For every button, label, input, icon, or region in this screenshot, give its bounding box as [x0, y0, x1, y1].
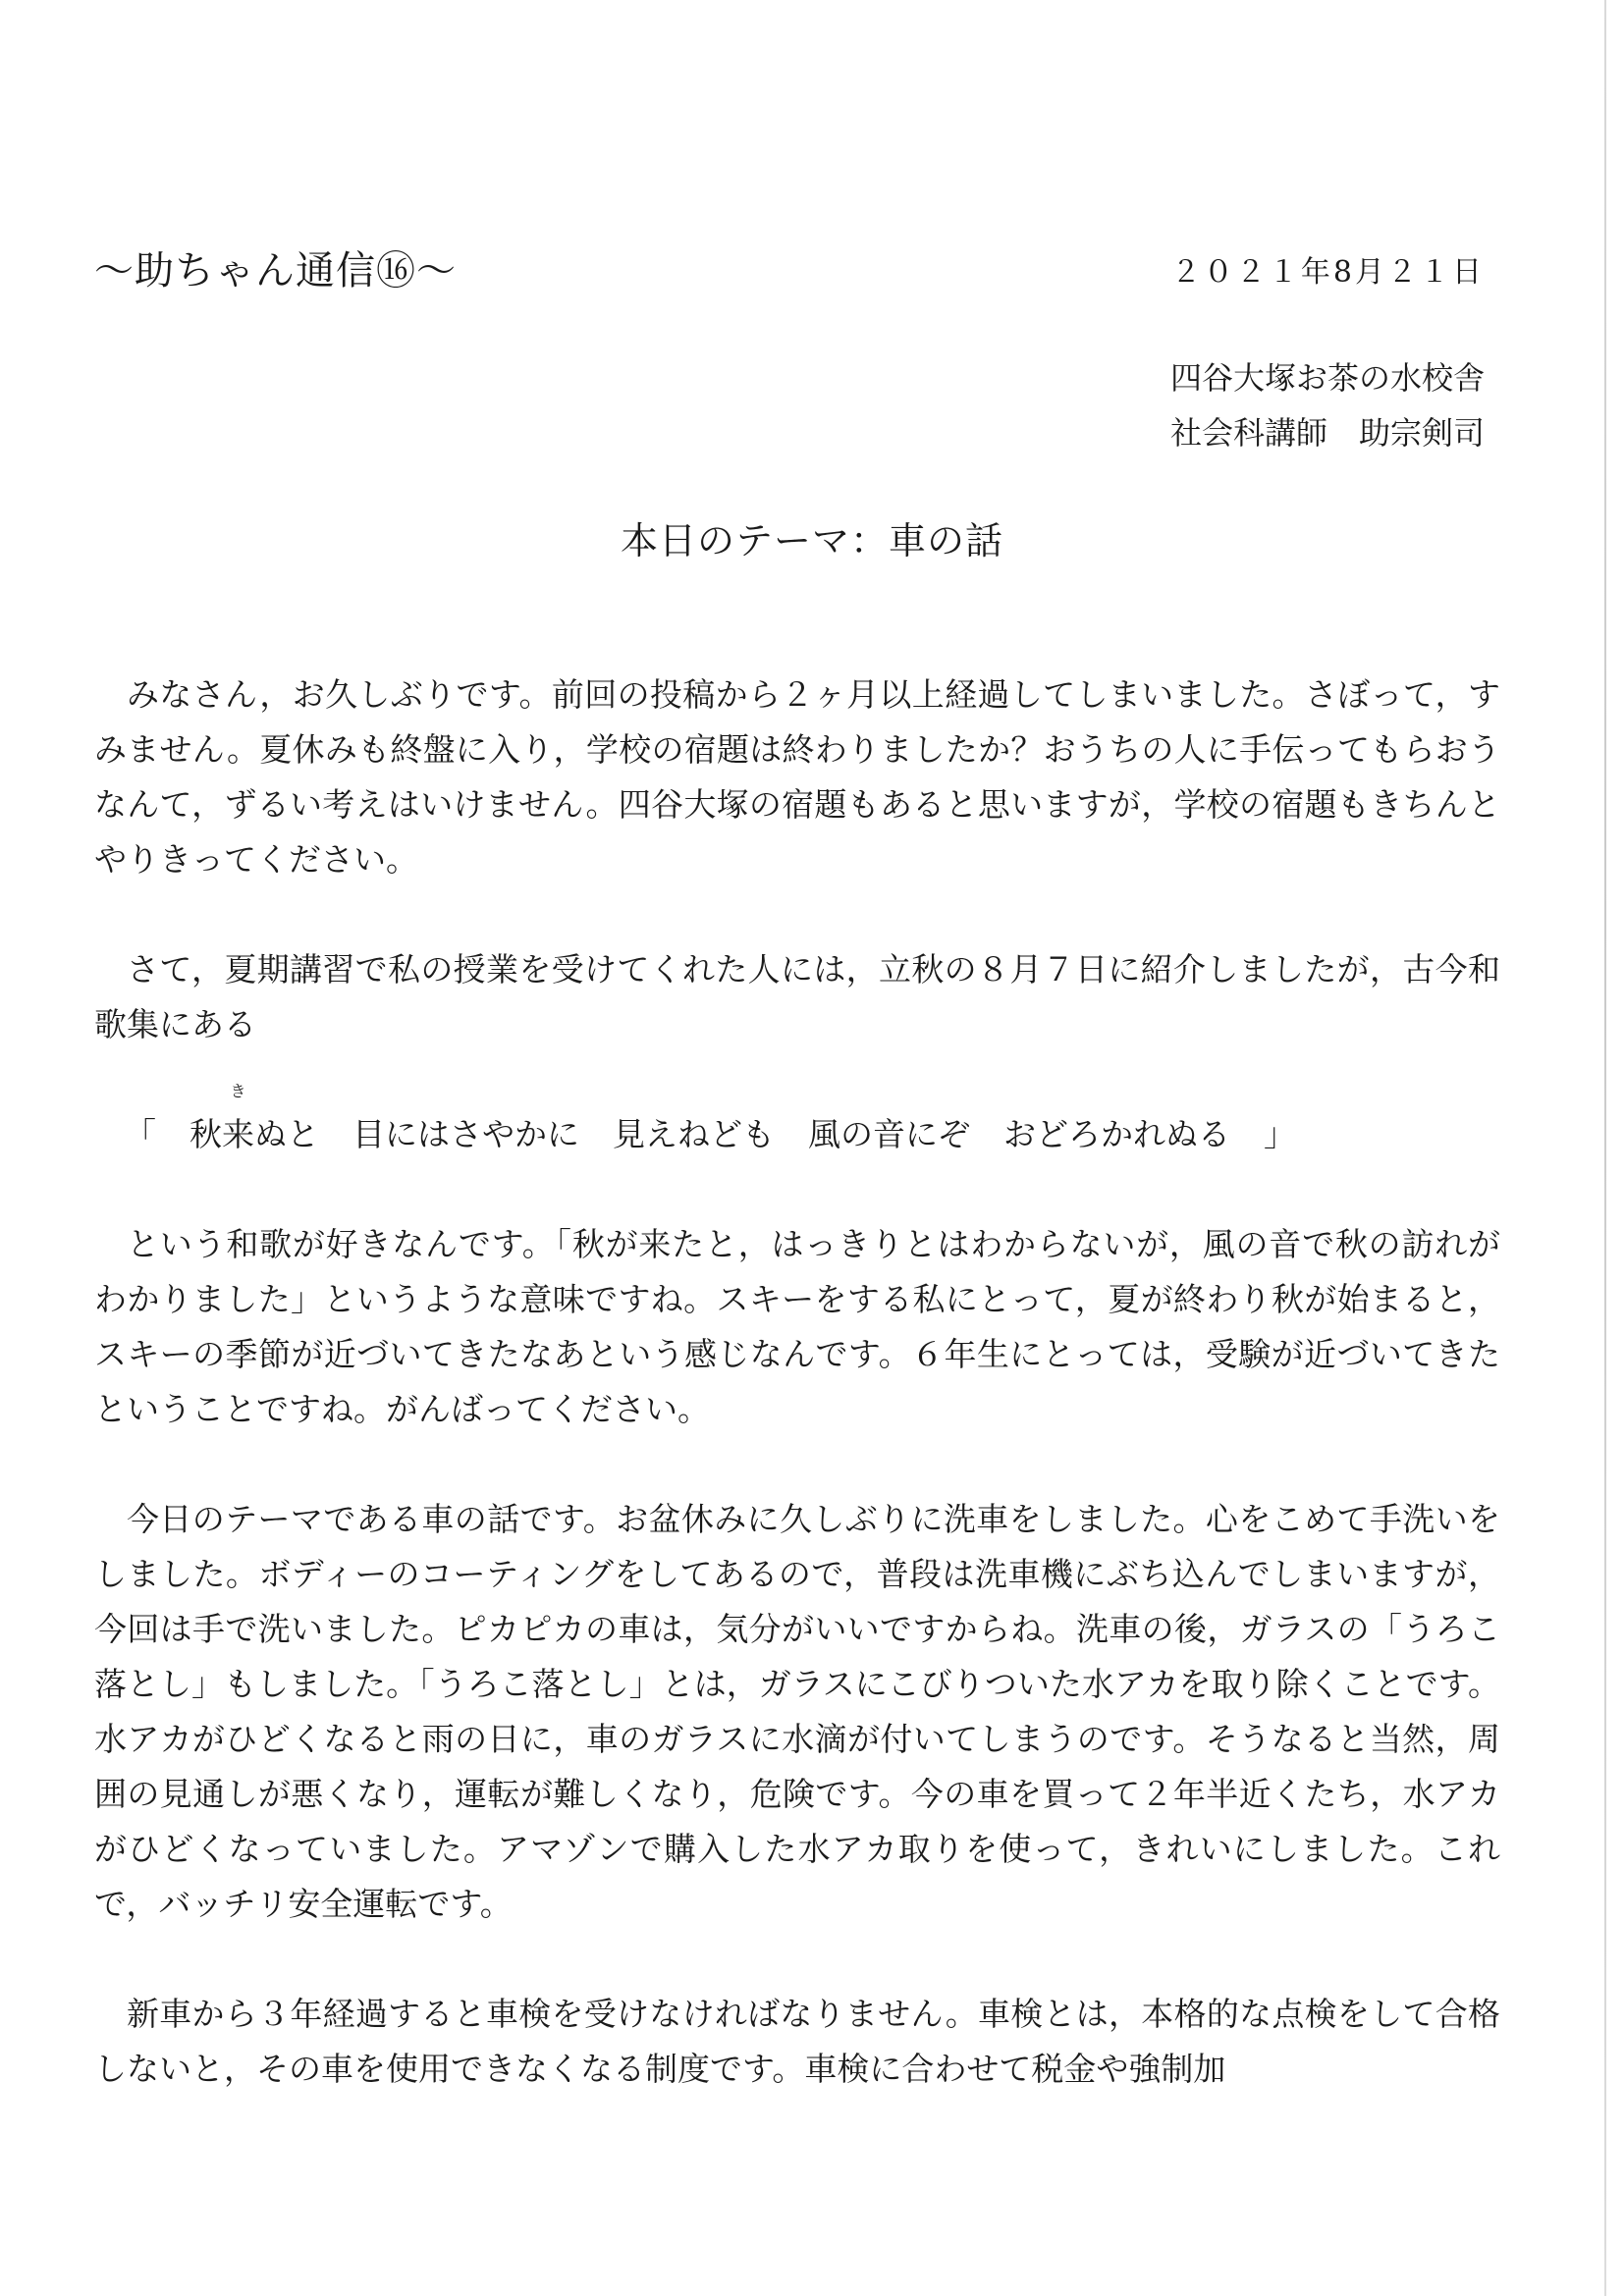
author-block: [1170, 350, 1485, 460]
author-name: 社会科講師 助宗剣司: [1169, 414, 1485, 452]
poem-part1-b: ぬと: [254, 1115, 319, 1153]
paragraph-2: さて，夏期講習で私の授業を受けてくれた人には，立秋の８月７日に紹介しましたが，古今和歌集にある: [94, 950, 1500, 1043]
poem-part2: 目にはさやかに: [352, 1115, 579, 1153]
poem-part4: 風の音にぞ: [808, 1115, 970, 1153]
waka-poem: [94, 1082, 1500, 1162]
theme-heading: 本日のテーマ：車の話: [620, 519, 1003, 562]
poem-open-bracket: 「: [124, 1115, 156, 1153]
issue-date: ２０２１年8月２１日: [1170, 255, 1485, 290]
poem-ruby-base: 来: [222, 1115, 254, 1153]
paragraph-1: みなさん，お久しぶりです。前回の投稿から２ヶ月以上経過してしまいました。さぼって，すみません。夏休みも終盤に入り，学校の宿題は終わりましたか？おうちの人に手伝ってもらおうなんて，ずるい考えはいけません。四谷大塚の宿題もあると思いますが，学校の宿題もきちんとやりきってください。: [94, 675, 1500, 879]
poem-close-bracket: 」: [1264, 1115, 1296, 1153]
poem-part1-a: 秋: [189, 1115, 222, 1153]
newsletter-title: ～助ちゃん通信⑯～: [94, 248, 457, 294]
poem-part5: おどろかれぬる: [1003, 1115, 1230, 1153]
paragraph-4: 今日のテーマである車の話です。お盆休みに久しぶりに洗車をしました。心をこめて手洗いをしました。ボディーのコーティングをしてあるので，普段は洗車機にぶち込んでしまいますが，今回は手で洗いました。ピカピカの車は，気分がいいですからね。洗車の後，ガラスの「うろこ落とし」もしました。「うろこ落とし」とは，ガラスにこびりついた水アカを取り除くことです。水アカがひどくなると雨の日に，車のガラスに水滴が付いてしまうのです。そうなると当然，周囲の見通しが悪くなり，運転が難しくなり，危険です。今の車を買って２年半近くたち，水アカがひどくなっていました。アマゾンで購入した水アカ取りを使って，きれいにしました。これで，バッチリ安全運転です。: [94, 1500, 1500, 1923]
poem-ruby-reading: き: [230, 1082, 246, 1100]
paragraph-5: 新車から３年経過すると車検を受けなければなりません。車検とは，本格的な点検をして合格しないと，その車を使用できなくなる制度です。車検に合わせて税金や強制加: [94, 1995, 1500, 2088]
poem-ruby-word: [222, 1082, 254, 1162]
paragraph-3: という和歌が好きなんです。「秋が来たと，はっきりとはわからないが，風の音で秋の訪れがわかりました」というような意味ですね。スキーをする私にとって，夏が終わり秋が始まると，スキーの季節が近づいてきたなあという感じなんです。６年生にとっては，受験が近づいてきたということですね。がんばってください。: [94, 1225, 1500, 1428]
article-body: [94, 667, 1500, 2152]
poem-part3: 見えねども: [613, 1115, 775, 1153]
scan-edge-line: [1604, 0, 1606, 2296]
school-name: 四谷大塚お茶の水校舎: [1169, 359, 1485, 397]
